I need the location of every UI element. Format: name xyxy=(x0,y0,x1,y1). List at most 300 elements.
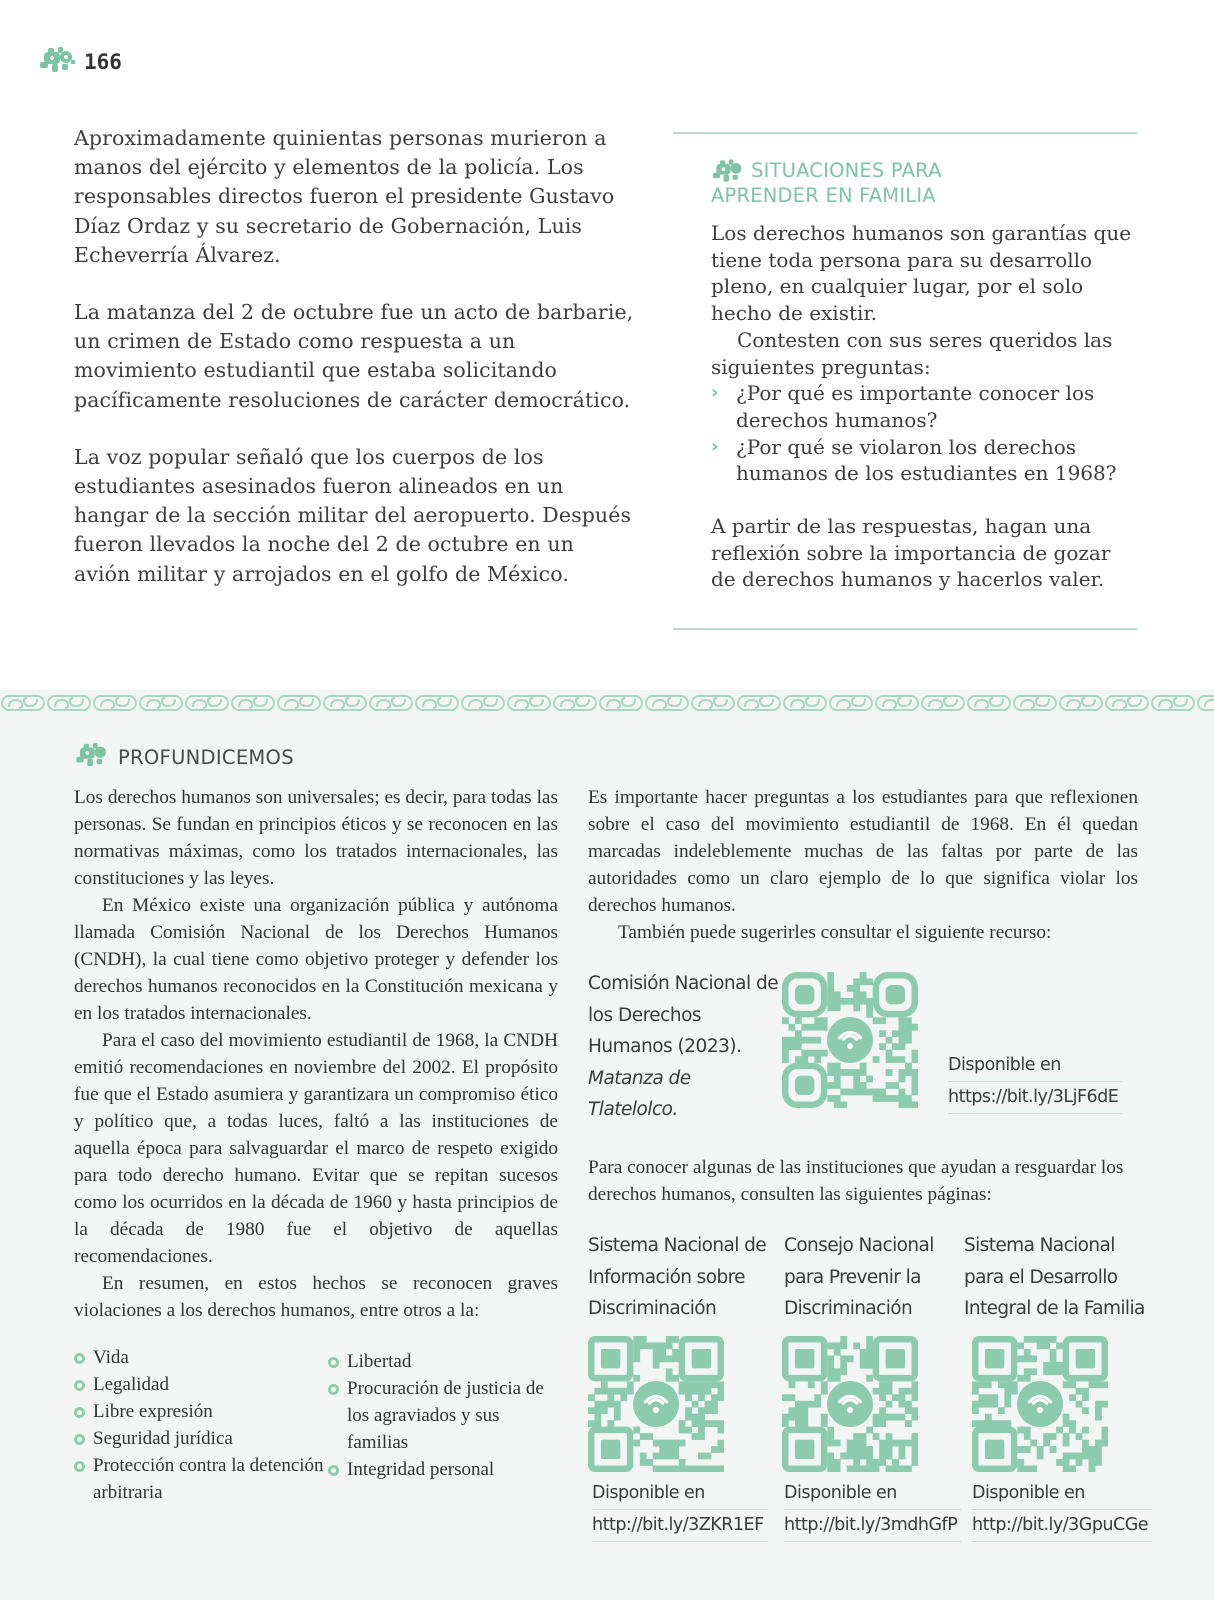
qr-module xyxy=(886,1440,893,1447)
qr-module xyxy=(782,1056,789,1063)
qr-module xyxy=(633,1375,640,1382)
institution-url[interactable]: http://bit.ly/3ZKR1EF xyxy=(592,1509,768,1542)
qr-module xyxy=(718,1466,724,1472)
qr-module xyxy=(912,1024,918,1031)
qr-module xyxy=(607,1420,614,1427)
qr-module xyxy=(840,1336,847,1343)
qr-module xyxy=(985,1414,992,1421)
qr-module xyxy=(879,1381,886,1388)
qr-module xyxy=(905,1407,912,1414)
qr-module xyxy=(879,1440,886,1447)
qr-module xyxy=(912,1082,918,1089)
qr-module xyxy=(899,1024,906,1031)
qr-module xyxy=(1089,1381,1096,1388)
qr-module xyxy=(827,1082,834,1089)
qr-module xyxy=(840,998,847,1005)
qr-module xyxy=(821,1388,828,1395)
qr-module xyxy=(666,1336,673,1343)
qr-module xyxy=(905,1420,912,1427)
qr-module xyxy=(1050,1349,1057,1356)
qr-module xyxy=(827,1004,834,1011)
qr-module xyxy=(1069,1420,1076,1427)
qr-module xyxy=(666,1453,673,1460)
qr-module xyxy=(866,1004,873,1011)
qr-module xyxy=(1037,1336,1044,1343)
qr-module xyxy=(1004,1394,1011,1401)
qr-finder-center xyxy=(795,1076,814,1095)
qr-module xyxy=(879,1459,886,1466)
qr-module xyxy=(801,1037,808,1044)
qr-module xyxy=(782,1037,789,1044)
qr-module xyxy=(672,1466,679,1472)
qr-module xyxy=(1102,1381,1108,1388)
qr-module xyxy=(1069,1394,1076,1401)
qr-module xyxy=(1043,1440,1050,1447)
qr-module xyxy=(788,1381,795,1388)
qr-module xyxy=(620,1388,627,1395)
qr-module xyxy=(659,1349,666,1356)
qr-module xyxy=(834,1004,841,1011)
qr-module xyxy=(666,1440,673,1447)
qr-module xyxy=(594,1388,601,1395)
qr-module xyxy=(827,985,834,992)
qr-module xyxy=(679,1427,686,1434)
qr-module xyxy=(873,1466,880,1472)
qr-module xyxy=(607,1388,614,1395)
qr-module xyxy=(672,1440,679,1447)
qr-module xyxy=(614,1407,621,1414)
qr-module xyxy=(840,1368,847,1375)
qr-module xyxy=(978,1394,985,1401)
qr-module xyxy=(866,1011,873,1018)
qr-module xyxy=(607,1394,614,1401)
qr-module xyxy=(666,1368,673,1375)
qr-module xyxy=(912,1407,918,1414)
qr-code-icon[interactable] xyxy=(972,1336,1108,1472)
qr-finder-center xyxy=(886,1349,905,1368)
qr-module xyxy=(860,991,867,998)
qr-module xyxy=(1056,1459,1063,1466)
qr-module xyxy=(905,1388,912,1395)
qr-module xyxy=(873,1433,880,1440)
qr-module xyxy=(705,1420,712,1427)
qr-module xyxy=(912,1414,918,1421)
qr-module xyxy=(978,1401,985,1408)
qr-module xyxy=(685,1388,692,1395)
qr-module xyxy=(1095,1459,1102,1466)
qr-module xyxy=(788,1394,795,1401)
qr-module xyxy=(679,1388,686,1395)
qr-module xyxy=(1082,1446,1089,1453)
qr-module xyxy=(853,1082,860,1089)
qr-module xyxy=(899,1453,906,1460)
rights-list-right xyxy=(328,1348,564,1483)
qr-module xyxy=(827,1375,834,1382)
list-item xyxy=(74,1398,324,1425)
qr-module xyxy=(1024,1368,1031,1375)
qr-module xyxy=(679,1459,686,1466)
qr-module xyxy=(899,1069,906,1076)
narrative-column xyxy=(74,124,634,617)
resource-url[interactable]: https://bit.ly/3LjF6dE xyxy=(948,1081,1122,1114)
qr-module xyxy=(705,1388,712,1395)
qr-module xyxy=(698,1427,705,1434)
qr-module xyxy=(1069,1427,1076,1434)
body-paragraph: Los derechos humanos son universales; es decir, para todas las personas. Se fundan en principios éticos y se reconocen en las normativas máximas, como los tratados internacionales, las constituciones y las leyes. xyxy=(74,787,558,889)
qr-module xyxy=(1063,1433,1070,1440)
qr-module xyxy=(1017,1466,1024,1472)
qr-module xyxy=(827,1440,834,1447)
bullet-icon xyxy=(74,1353,85,1364)
qr-module xyxy=(892,1459,899,1466)
right-label: Legalidad xyxy=(93,1374,169,1395)
qr-module xyxy=(912,1388,918,1395)
qr-finder-center xyxy=(795,985,814,1004)
qr-module xyxy=(801,1420,808,1427)
qr-module xyxy=(985,1401,992,1408)
qr-module xyxy=(698,1388,705,1395)
qr-finder-center xyxy=(601,1440,620,1459)
glyph-icon xyxy=(38,46,76,78)
qr-finder-center xyxy=(601,1349,620,1368)
qr-module xyxy=(692,1414,699,1421)
qr-module xyxy=(640,1336,647,1343)
qr-module xyxy=(1102,1440,1108,1447)
institution-url[interactable]: http://bit.ly/3GpuCGe xyxy=(972,1509,1152,1542)
glyph-icon xyxy=(74,742,110,772)
qr-module xyxy=(821,1381,828,1388)
institution-url[interactable]: http://bit.ly/3mdhGfP xyxy=(784,1509,961,1542)
qr-module xyxy=(860,1453,867,1460)
qr-module xyxy=(685,1394,692,1401)
qr-module xyxy=(886,1446,893,1453)
list-item xyxy=(328,1456,564,1483)
qr-module xyxy=(1043,1433,1050,1440)
qr-module xyxy=(834,1466,841,1472)
qr-module xyxy=(879,1089,886,1096)
qr-module xyxy=(853,1453,860,1460)
qr-module xyxy=(711,1466,718,1472)
qr-module xyxy=(588,1407,595,1414)
qr-module xyxy=(912,1394,918,1401)
qr-module xyxy=(866,1349,873,1356)
qr-module xyxy=(795,1407,802,1414)
qr-module xyxy=(646,1459,653,1466)
bullet-icon xyxy=(328,1384,339,1395)
qr-module xyxy=(1076,1388,1083,1395)
qr-module xyxy=(879,1407,886,1414)
qr-module xyxy=(892,1394,899,1401)
qr-module xyxy=(860,1089,867,1096)
qr-module xyxy=(1011,1381,1018,1388)
qr-module xyxy=(672,1446,679,1453)
qr-module xyxy=(853,1089,860,1096)
qr-module xyxy=(886,1095,893,1102)
qr-module xyxy=(853,1069,860,1076)
section-heading xyxy=(74,742,294,772)
qr-module xyxy=(666,1466,673,1472)
qr-module xyxy=(892,1440,899,1447)
qr-module xyxy=(886,1037,893,1044)
qr-code-icon[interactable] xyxy=(588,1336,724,1472)
qr-module xyxy=(1024,1336,1031,1343)
qr-module xyxy=(827,1362,834,1369)
qr-module xyxy=(1076,1433,1083,1440)
qr-module xyxy=(840,1453,847,1460)
qr-module xyxy=(892,1030,899,1037)
qr-module xyxy=(1030,1355,1037,1362)
qr-module xyxy=(827,1095,834,1102)
qr-module xyxy=(1082,1440,1089,1447)
qr-module xyxy=(892,1082,899,1089)
qr-module xyxy=(633,1427,640,1434)
body-paragraph: Para el caso del movimiento estudiantil de 1968, la CNDH emitió recomendaciones en noviembre del 2002. El propósito fue que el Estado asumiera y garantizara un compromiso ético y político que, a todas luces, faltó a las instituciones de aquella época para salvaguardar el marco de respeto exigido para todo derecho humano. Evitar que se repitan sucesos como los ocurridos en la década de 1960 y hasta principios de la década de 1980 fue el objetivo de aquellas recomendaciones. xyxy=(74,1030,558,1267)
qr-module xyxy=(1063,1459,1070,1466)
institution-link[interactable] xyxy=(592,1478,768,1542)
qr-module xyxy=(627,1388,634,1395)
qr-module xyxy=(834,1082,841,1089)
qr-module xyxy=(827,1069,834,1076)
qr-finder-center xyxy=(795,1440,814,1459)
qr-module xyxy=(912,1381,918,1388)
qr-module xyxy=(672,1355,679,1362)
qr-module xyxy=(873,1056,880,1063)
qr-module xyxy=(711,1394,718,1401)
qr-module xyxy=(1043,1342,1050,1349)
qr-module xyxy=(860,972,867,979)
qr-module xyxy=(718,1446,724,1453)
qr-module xyxy=(998,1420,1005,1427)
qr-module xyxy=(1030,1440,1037,1447)
qr-module xyxy=(782,1017,789,1024)
wifi-icon xyxy=(827,1017,873,1063)
qr-module xyxy=(866,1336,873,1343)
qr-module xyxy=(1004,1388,1011,1395)
qr-module xyxy=(972,1407,979,1414)
resource-citation xyxy=(588,968,780,1126)
qr-code-icon[interactable] xyxy=(782,1336,918,1472)
qr-module xyxy=(899,1414,906,1421)
qr-module xyxy=(847,1466,854,1472)
qr-module xyxy=(718,1440,724,1447)
qr-module xyxy=(860,1069,867,1076)
qr-module xyxy=(1017,1427,1024,1434)
qr-module xyxy=(1069,1381,1076,1388)
narrative-paragraph: Aproximadamente quinientas personas murieron a manos del ejército y elementos de la policía. Los responsables directos fueron el presidente Gustavo Díaz Ordaz y su secretario de Gobernación, Luis Echeverría Álvarez. xyxy=(74,126,615,267)
qr-module xyxy=(972,1381,979,1388)
qr-module xyxy=(866,1466,873,1472)
qr-module xyxy=(978,1420,985,1427)
qr-module xyxy=(821,1017,828,1024)
qr-module xyxy=(827,1433,834,1440)
qr-module xyxy=(899,1017,906,1024)
qr-module xyxy=(853,1076,860,1083)
qr-module xyxy=(640,1453,647,1460)
qr-module xyxy=(705,1401,712,1408)
qr-module xyxy=(795,1037,802,1044)
qr-module xyxy=(827,1459,834,1466)
body-paragraph: En México existe una organización pública y autónoma llamada Comisión Nacional de los Derechos Humanos (CNDH), la cual tiene como objetivo proteger y defender los derechos humanos reconocidos en la Constitución mexicana y en los tratados internacionales. xyxy=(74,895,558,1024)
qr-module xyxy=(788,1037,795,1044)
qr-module xyxy=(840,1362,847,1369)
qr-module xyxy=(972,1401,979,1408)
qr-module xyxy=(1017,1342,1024,1349)
qr-module xyxy=(905,1401,912,1408)
qr-module xyxy=(899,1043,906,1050)
qr-module xyxy=(718,1427,724,1434)
qr-module xyxy=(991,1394,998,1401)
qr-module xyxy=(1082,1394,1089,1401)
qr-module xyxy=(698,1453,705,1460)
qr-module xyxy=(1095,1446,1102,1453)
qr-module xyxy=(814,1394,821,1401)
qr-module xyxy=(972,1420,979,1427)
qr-module xyxy=(692,1466,699,1472)
qr-module xyxy=(808,1401,815,1408)
qr-module xyxy=(892,1043,899,1050)
qr-module xyxy=(1050,1446,1057,1453)
qr-module xyxy=(614,1414,621,1421)
qr-module xyxy=(788,1024,795,1031)
qr-module xyxy=(1095,1407,1102,1414)
qr-module xyxy=(666,1355,673,1362)
qr-module xyxy=(879,1446,886,1453)
qr-module xyxy=(808,1050,815,1057)
qr-code-icon[interactable] xyxy=(782,972,918,1108)
qr-module xyxy=(1024,1446,1031,1453)
qr-module xyxy=(1030,1336,1037,1343)
qr-module xyxy=(1017,1355,1024,1362)
qr-module xyxy=(795,1401,802,1408)
qr-module xyxy=(1050,1433,1057,1440)
qr-finder-center xyxy=(985,1349,1004,1368)
qr-module xyxy=(594,1414,601,1421)
wifi-dot xyxy=(847,1407,853,1413)
qr-module xyxy=(1076,1459,1083,1466)
qr-module xyxy=(860,1440,867,1447)
qr-module xyxy=(866,1342,873,1349)
qr-module xyxy=(853,1342,860,1349)
qr-module xyxy=(860,998,867,1005)
qr-module xyxy=(672,1375,679,1382)
qr-module xyxy=(711,1381,718,1388)
institution-link[interactable] xyxy=(972,1478,1152,1542)
resource-link[interactable] xyxy=(948,1050,1122,1114)
qr-module xyxy=(685,1381,692,1388)
qr-module xyxy=(1043,1368,1050,1375)
qr-module xyxy=(821,1420,828,1427)
qr-module xyxy=(588,1420,595,1427)
qr-module xyxy=(912,1453,918,1460)
qr-module xyxy=(801,1401,808,1408)
right-label: Protección contra la detención arbitraria xyxy=(93,1455,324,1503)
qr-module xyxy=(1037,1453,1044,1460)
qr-module xyxy=(1017,1459,1024,1466)
qr-module xyxy=(879,1453,886,1460)
qr-module xyxy=(834,1102,841,1108)
list-item xyxy=(711,380,1133,433)
list-item xyxy=(328,1375,564,1456)
qr-module xyxy=(633,1440,640,1447)
institution-name: Consejo Nacional para Prevenir la Discriminación xyxy=(784,1235,934,1319)
qr-module xyxy=(718,1381,724,1388)
qr-module xyxy=(711,1401,718,1408)
qr-module xyxy=(795,1043,802,1050)
qr-module xyxy=(866,1427,873,1434)
wifi-dot xyxy=(653,1407,659,1413)
qr-module xyxy=(853,1440,860,1447)
institution-link[interactable] xyxy=(784,1478,961,1542)
qr-module xyxy=(782,1414,789,1421)
qr-module xyxy=(633,1336,640,1343)
qr-module xyxy=(827,1427,834,1434)
qr-module xyxy=(905,1030,912,1037)
qr-module xyxy=(679,1420,686,1427)
qr-module xyxy=(866,1355,873,1362)
qr-module xyxy=(1063,1414,1070,1421)
qr-module xyxy=(1076,1401,1083,1408)
family-outro: A partir de las respuestas, hagan una reflexión sobre la importancia de gozar de derechos humanos y hacerlos valer. xyxy=(711,514,1111,592)
qr-module xyxy=(847,1440,854,1447)
qr-module xyxy=(601,1388,608,1395)
qr-module xyxy=(1095,1453,1102,1460)
qr-module xyxy=(834,1440,841,1447)
right-label: Procuración de justicia de los agraviados y sus familias xyxy=(347,1378,544,1453)
profundicemos-left-column xyxy=(74,784,558,1324)
qr-module xyxy=(1056,1368,1063,1375)
right-label: Libertad xyxy=(347,1351,412,1372)
qr-module xyxy=(873,1388,880,1395)
qr-module xyxy=(1056,1362,1063,1369)
qr-module xyxy=(1024,1433,1031,1440)
qr-module xyxy=(782,1043,789,1050)
qr-module xyxy=(795,1414,802,1421)
qr-module xyxy=(1050,1368,1057,1375)
qr-module xyxy=(685,1414,692,1421)
qr-module xyxy=(659,1342,666,1349)
qr-module xyxy=(912,1056,918,1063)
qr-module xyxy=(866,978,873,985)
wifi-dot xyxy=(847,1043,853,1049)
family-instruction: Contesten con sus seres queridos las siguientes preguntas: xyxy=(711,327,1113,379)
qr-module xyxy=(879,1030,886,1037)
qr-module xyxy=(1095,1440,1102,1447)
bullet-icon xyxy=(74,1407,85,1418)
qr-module xyxy=(698,1433,705,1440)
qr-module xyxy=(899,1095,906,1102)
qr-module xyxy=(1069,1453,1076,1460)
qr-finder-center xyxy=(985,1440,1004,1459)
qr-module xyxy=(985,1381,992,1388)
qr-module xyxy=(594,1401,601,1408)
qr-module xyxy=(821,1050,828,1057)
qr-module xyxy=(991,1401,998,1408)
qr-module xyxy=(866,1089,873,1096)
page-number: 166 xyxy=(84,50,122,74)
qr-module xyxy=(834,1459,841,1466)
qr-module xyxy=(866,1459,873,1466)
qr-module xyxy=(905,1017,912,1024)
qr-module xyxy=(601,1401,608,1408)
body-paragraph: Es importante hacer preguntas a los estudiantes para que reflexionen sobre el caso del movimiento estudiantil de 1968. En él quedan marcadas indeleblemente muchas de las faltas por parte de las autoridades como un claro ejemplo de lo que significa violar los derechos humanos. xyxy=(588,787,1138,916)
qr-module xyxy=(886,1433,893,1440)
qr-module xyxy=(834,1076,841,1083)
qr-module xyxy=(892,1414,899,1421)
qr-module xyxy=(905,1037,912,1044)
qr-module xyxy=(640,1433,647,1440)
qr-module xyxy=(1082,1388,1089,1395)
qr-module xyxy=(601,1407,608,1414)
